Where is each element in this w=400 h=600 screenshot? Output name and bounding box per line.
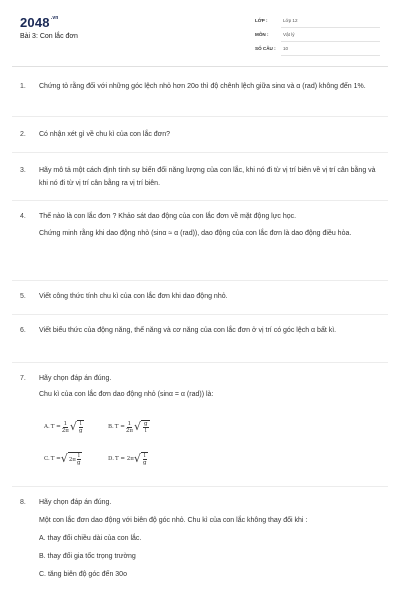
question-number: 4. — [20, 213, 26, 220]
question-7 — [20, 372, 382, 401]
fraction-denominator: 2π — [61, 427, 69, 434]
radical-sign: √ — [133, 420, 141, 433]
question-text: Hãy mô tả một cách định tính sự biến đổi năng lượng của con lắc, khi nó đi từ vị trí biên về vị trí cân bằng và khi nó đi từ vị trí cân bằng ra vị trí biên. — [39, 167, 376, 187]
radical-coefficient: 2π — [68, 456, 76, 463]
option-label: B. — [108, 424, 114, 430]
question-divider — [12, 362, 388, 363]
question-3 — [20, 164, 382, 190]
radical-sign: √ — [133, 452, 141, 465]
meta-subject-row — [255, 30, 380, 42]
radical-numerator: l — [77, 453, 80, 459]
question-divider — [12, 314, 388, 315]
question-8 — [20, 496, 382, 581]
meta-divider — [281, 41, 380, 42]
formula-lhs: T = — [50, 456, 61, 462]
formula-lhs: T = 2π — [114, 456, 134, 462]
logo-suffix: .vn — [50, 15, 59, 21]
q7-option-c[interactable] — [44, 452, 82, 466]
answer-option-c[interactable]: C. tăng biên độ góc đến 30o — [39, 571, 127, 578]
formula-lhs: T = — [114, 424, 125, 430]
q7-option-b[interactable] — [108, 420, 150, 434]
question-subtext: Chứng minh rằng khi dao động nhỏ (sinα ≈ α (rad)), dao động của con lắc đơn là dao động điều hòa. — [39, 230, 352, 237]
meta-count-label: SỐ CÂU : — [255, 46, 276, 51]
option-label: A. — [44, 424, 50, 430]
formula-fraction — [62, 421, 69, 434]
question-divider — [12, 116, 388, 117]
question-subtext: Chu kì của con lắc đơn dao động nhỏ (sinα = α (rad)) là: — [39, 391, 214, 398]
radical-numerator: g — [143, 421, 148, 427]
formula-fraction — [126, 421, 133, 434]
formula-radical — [61, 452, 82, 466]
fraction-numerator: 1 — [63, 420, 68, 427]
radical-denominator: g — [79, 428, 83, 434]
meta-class-row — [255, 16, 380, 28]
formula-radical — [134, 452, 148, 466]
answer-option-a[interactable]: A. thay đổi chiều dài của con lắc. — [39, 535, 142, 542]
question-text: Viết công thức tính chu kì của con lắc đơn khi dao động nhỏ. — [39, 293, 228, 300]
question-number: 3. — [20, 167, 26, 174]
question-6 — [20, 324, 382, 337]
radical-denominator: l — [144, 428, 147, 434]
question-text: Thế nào là con lắc đơn ? Khảo sát dao động của con lắc đơn về mặt động lực học. — [39, 213, 297, 220]
radical-sign: √ — [60, 452, 68, 465]
meta-divider — [281, 55, 380, 56]
radical-denominator: g — [77, 460, 81, 466]
question-5 — [20, 290, 382, 303]
fraction-numerator: 1 — [127, 420, 132, 427]
question-text: Viết biểu thức của động năng, thế năng và cơ năng của con lắc đơn ở vị trí có góc lệch α bất kì. — [39, 327, 337, 334]
question-2 — [20, 128, 382, 141]
option-label: D. — [108, 456, 114, 462]
question-number: 7. — [20, 375, 26, 382]
radical-denominator: g — [142, 460, 147, 466]
formula-lhs: T = — [50, 424, 61, 430]
question-text: Chứng tỏ rằng đối với những góc lệch nhỏ hơn 20o thì độ chênh lệch giữa sinα và α (rad) không đến 1%. — [39, 83, 366, 90]
question-divider — [12, 152, 388, 153]
meta-subject-label: MÔN : — [255, 32, 269, 37]
formula-radical — [70, 420, 84, 434]
question-number: 6. — [20, 327, 26, 334]
radical-sign: √ — [69, 420, 77, 433]
q7-option-d[interactable] — [108, 452, 148, 466]
question-number: 8. — [20, 499, 26, 506]
logo-text: 2048 — [20, 15, 50, 30]
header-divider — [12, 66, 388, 67]
meta-class-value: Lớp 12 — [283, 18, 298, 23]
fraction-denominator: 2π — [125, 427, 133, 434]
question-divider — [12, 280, 388, 281]
question-subtext: Một con lắc đơn dao động với biên độ góc nhỏ. Chu kì của con lắc không thay đổi khi : — [39, 517, 308, 524]
answer-option-b[interactable]: B. thay đổi gia tốc trọng trường — [39, 553, 136, 560]
page-header — [0, 0, 400, 66]
question-divider — [12, 486, 388, 487]
lesson-title: Bài 3: Con lắc đơn — [20, 33, 78, 40]
meta-class-label: LỚP : — [255, 18, 268, 23]
meta-count-value: 10 — [283, 46, 289, 51]
meta-subject-value: Vật lý — [283, 32, 295, 37]
radical-numerator: l — [143, 453, 146, 459]
meta-divider — [281, 27, 380, 28]
site-logo[interactable] — [20, 15, 59, 30]
question-divider — [12, 200, 388, 201]
question-number: 2. — [20, 131, 26, 138]
q7-option-a[interactable] — [44, 420, 84, 434]
question-number: 5. — [20, 293, 26, 300]
question-text: Có nhận xét gì về chu kì của con lắc đơn? — [39, 131, 171, 138]
formula-radical — [134, 420, 150, 434]
meta-count-row — [255, 44, 380, 56]
option-label: C. — [44, 456, 50, 462]
question-1 — [20, 80, 382, 93]
question-text: Hãy chọn đáp án đúng. — [39, 499, 112, 506]
question-number: 1. — [20, 83, 26, 90]
question-text: Hãy chọn đáp án đúng. — [39, 375, 112, 382]
radical-numerator: l — [79, 421, 82, 427]
question-4 — [20, 210, 382, 240]
